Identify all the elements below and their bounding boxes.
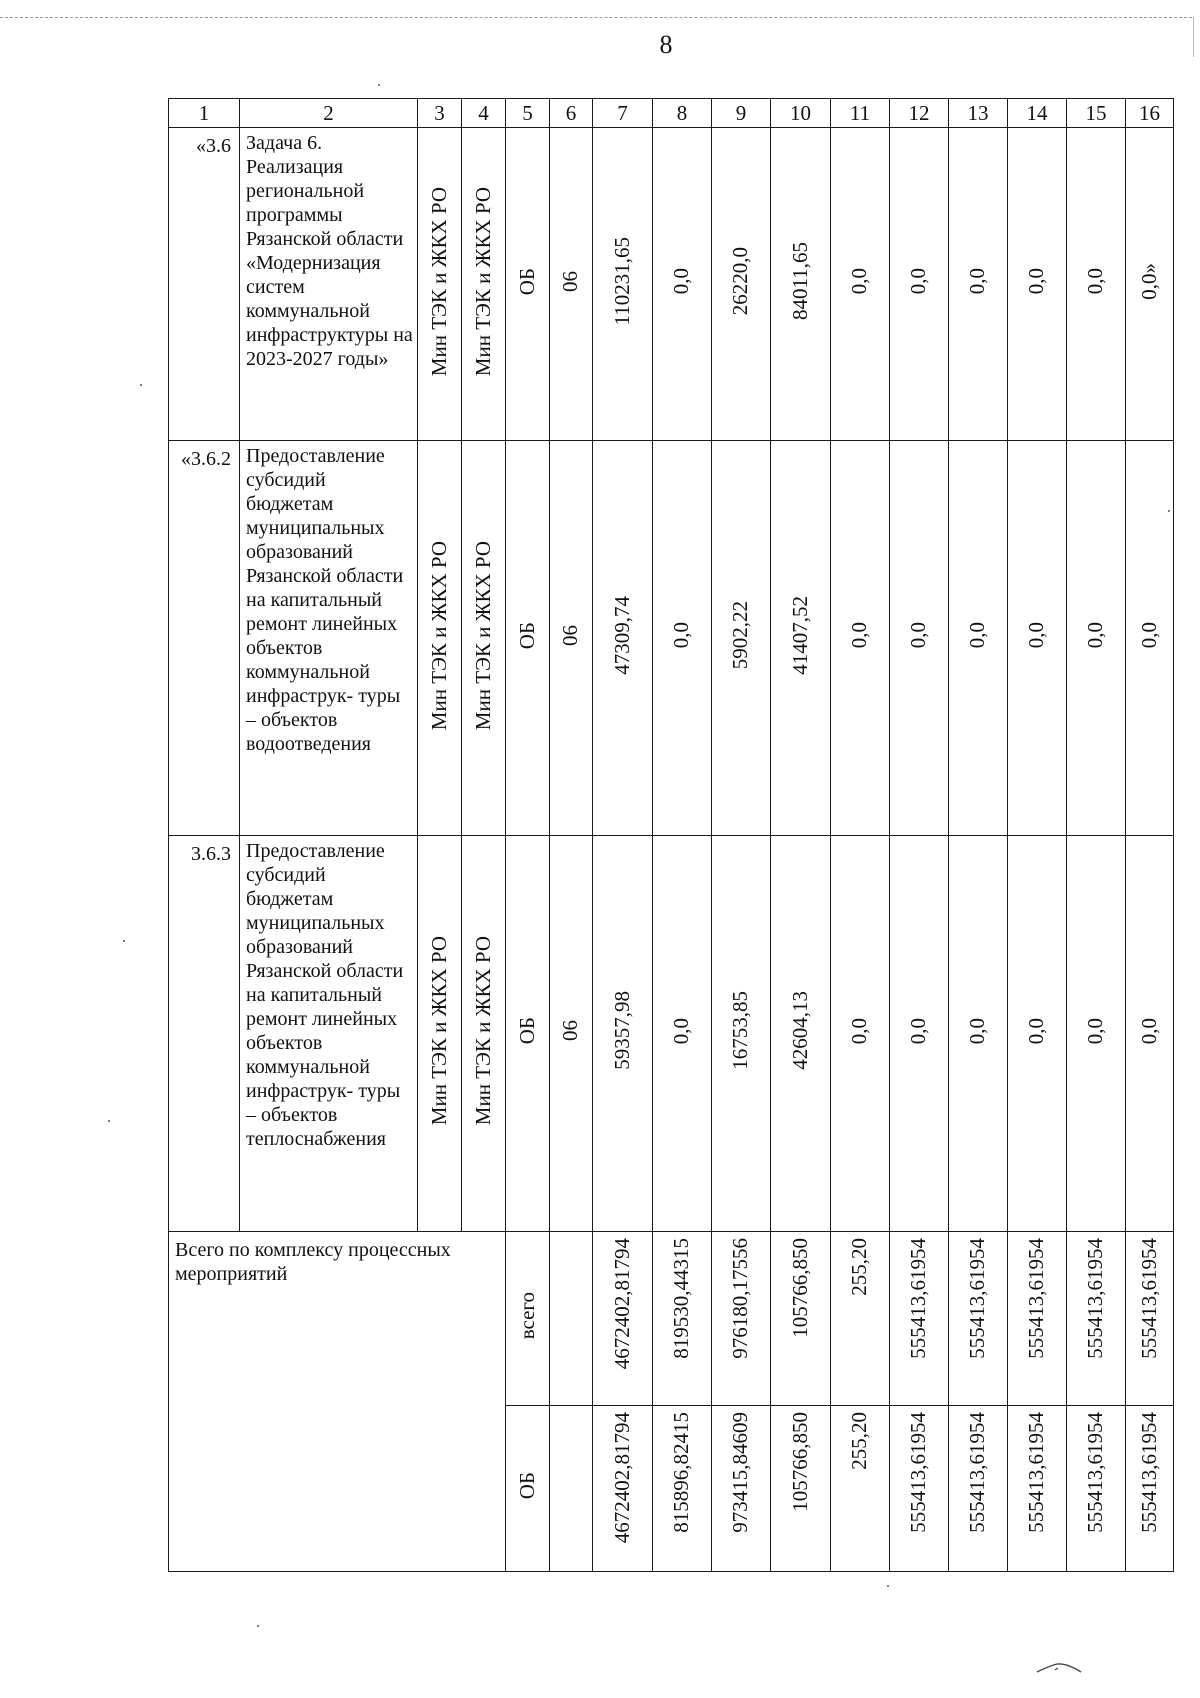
scan-speck xyxy=(140,384,142,386)
col-header: 15 xyxy=(1067,99,1126,128)
value-cell: 0,0 xyxy=(669,1017,694,1044)
budget-table xyxy=(168,98,1174,1572)
value-cell: 976180,17556 xyxy=(728,1237,753,1359)
source-cell: ОБ xyxy=(514,1017,539,1045)
value-cell: 0,0 xyxy=(1024,268,1049,295)
table-row xyxy=(169,128,1174,441)
value-cell: 0,0» xyxy=(1136,262,1161,300)
value-cell: 973415,84609 xyxy=(728,1411,753,1533)
source-cell: ОБ xyxy=(514,267,539,295)
recipient-cell: Мин ТЭК и ЖКХ РО xyxy=(470,936,495,1126)
total-label: Всего по комплексу процессных мероприятий xyxy=(169,1231,506,1571)
value-cell: 555413,61954 xyxy=(1024,1237,1049,1359)
col-header: 4 xyxy=(462,99,506,128)
value-cell: 0,0 xyxy=(965,622,990,649)
value-cell: 0,0 xyxy=(1083,622,1108,649)
value-cell: 555413,61954 xyxy=(906,1411,931,1533)
value-cell: 0,0 xyxy=(1024,622,1049,649)
col-header: 2 xyxy=(240,99,418,128)
value-cell: 815896,82415 xyxy=(669,1411,694,1533)
value-cell: 105766,850 xyxy=(787,1237,812,1338)
value-cell: 0,0 xyxy=(965,1017,990,1044)
value-cell: 41407,52 xyxy=(787,595,812,675)
value-cell: 0,0 xyxy=(1083,268,1108,295)
source-cell: ОБ xyxy=(514,1471,539,1499)
scan-speck xyxy=(108,1120,110,1122)
empty-cell xyxy=(550,1405,593,1572)
value-cell: 255,20 xyxy=(847,1411,872,1470)
col-header: 12 xyxy=(890,99,949,128)
source-cell: ОБ xyxy=(514,621,539,649)
col-header: 8 xyxy=(653,99,712,128)
value-cell: 255,20 xyxy=(847,1237,872,1296)
row-code: «3.6.2 xyxy=(169,441,240,836)
empty-cell xyxy=(550,1231,593,1405)
row-description: Предоставление субсидий бюджетам муниципальных образований Рязанской области на капитальный ремонт линейных объектов коммунальной инфраструк- туры – объектов теплоснабжения xyxy=(240,836,418,1231)
value-cell: 0,0 xyxy=(1083,1017,1108,1044)
value-cell: 555413,61954 xyxy=(1083,1411,1108,1533)
row-description: Задача 6. Реализация региональной программы Рязанской области «Модернизация систем коммунальной инфраструктуры на 2023-2027 годы» xyxy=(240,128,418,441)
value-cell: 16753,85 xyxy=(728,991,753,1071)
page-number: 8 xyxy=(659,30,673,59)
value-cell: 105766,850 xyxy=(787,1411,812,1512)
value-cell: 555413,61954 xyxy=(965,1411,990,1533)
value-cell: 0,0 xyxy=(669,622,694,649)
scan-speck xyxy=(257,1625,259,1627)
value-cell: 0,0 xyxy=(847,268,872,295)
table-row xyxy=(169,441,1174,836)
value-cell: 47309,74 xyxy=(609,595,634,675)
code6-cell: 06 xyxy=(558,270,583,292)
value-cell: 0,0 xyxy=(1024,1017,1049,1044)
value-cell: 0,0 xyxy=(847,622,872,649)
value-cell: 0,0 xyxy=(906,268,931,295)
col-header: 11 xyxy=(831,99,890,128)
total-row-all xyxy=(169,1231,1174,1405)
col-header: 7 xyxy=(593,99,653,128)
scan-edge-line xyxy=(0,17,1192,18)
value-cell: 555413,61954 xyxy=(1083,1237,1108,1359)
source-cell: всего xyxy=(514,1291,539,1339)
value-cell: 4672402,81794 xyxy=(609,1411,634,1543)
header-row xyxy=(169,99,1174,128)
value-cell: 26220,0 xyxy=(728,247,753,316)
pen-scribble-mark xyxy=(1035,1660,1085,1676)
value-cell: 0,0 xyxy=(1136,622,1161,649)
col-header: 6 xyxy=(550,99,593,128)
value-cell: 0,0 xyxy=(1136,1017,1161,1044)
recipient-cell: Мин ТЭК и ЖКХ РО xyxy=(470,540,495,730)
table-row xyxy=(169,836,1174,1231)
value-cell: 110231,65 xyxy=(609,236,634,326)
value-cell: 42604,13 xyxy=(787,991,812,1071)
col-header: 9 xyxy=(712,99,771,128)
code6-cell: 06 xyxy=(558,1020,583,1042)
value-cell: 555413,61954 xyxy=(906,1237,931,1359)
col-header: 3 xyxy=(418,99,462,128)
value-cell: 819530,44315 xyxy=(669,1237,694,1359)
value-cell: 84011,65 xyxy=(787,242,812,321)
scan-speck xyxy=(887,1585,889,1587)
executor-cell: Мин ТЭК и ЖКХ РО xyxy=(426,186,451,376)
value-cell: 0,0 xyxy=(906,622,931,649)
value-cell: 555413,61954 xyxy=(965,1237,990,1359)
executor-cell: Мин ТЭК и ЖКХ РО xyxy=(426,936,451,1126)
value-cell: 59357,98 xyxy=(609,991,634,1071)
code6-cell: 06 xyxy=(558,624,583,646)
col-header: 5 xyxy=(506,99,550,128)
executor-cell: Мин ТЭК и ЖКХ РО xyxy=(426,540,451,730)
value-cell: 0,0 xyxy=(965,268,990,295)
col-header: 10 xyxy=(771,99,831,128)
value-cell: 555413,61954 xyxy=(1136,1411,1161,1533)
col-header: 16 xyxy=(1126,99,1174,128)
row-code: 3.6.3 xyxy=(169,836,240,1231)
row-code: «3.6 xyxy=(169,128,240,441)
value-cell: 5902,22 xyxy=(728,601,753,670)
value-cell: 0,0 xyxy=(847,1017,872,1044)
value-cell: 4672402,81794 xyxy=(609,1237,634,1370)
col-header: 1 xyxy=(169,99,240,128)
col-header: 13 xyxy=(949,99,1008,128)
recipient-cell: Мин ТЭК и ЖКХ РО xyxy=(470,186,495,376)
value-cell: 555413,61954 xyxy=(1024,1411,1049,1533)
scan-speck xyxy=(378,84,380,86)
value-cell: 0,0 xyxy=(906,1017,931,1044)
col-header: 14 xyxy=(1008,99,1067,128)
scan-speck xyxy=(1168,510,1170,512)
value-cell: 0,0 xyxy=(669,268,694,295)
scan-speck xyxy=(123,940,125,942)
value-cell: 555413,61954 xyxy=(1136,1237,1161,1359)
row-description: Предоставление субсидий бюджетам муниципальных образований Рязанской области на капитальный ремонт линейных объектов коммунальной инфраструк- туры – объектов водоотведения xyxy=(240,441,418,836)
